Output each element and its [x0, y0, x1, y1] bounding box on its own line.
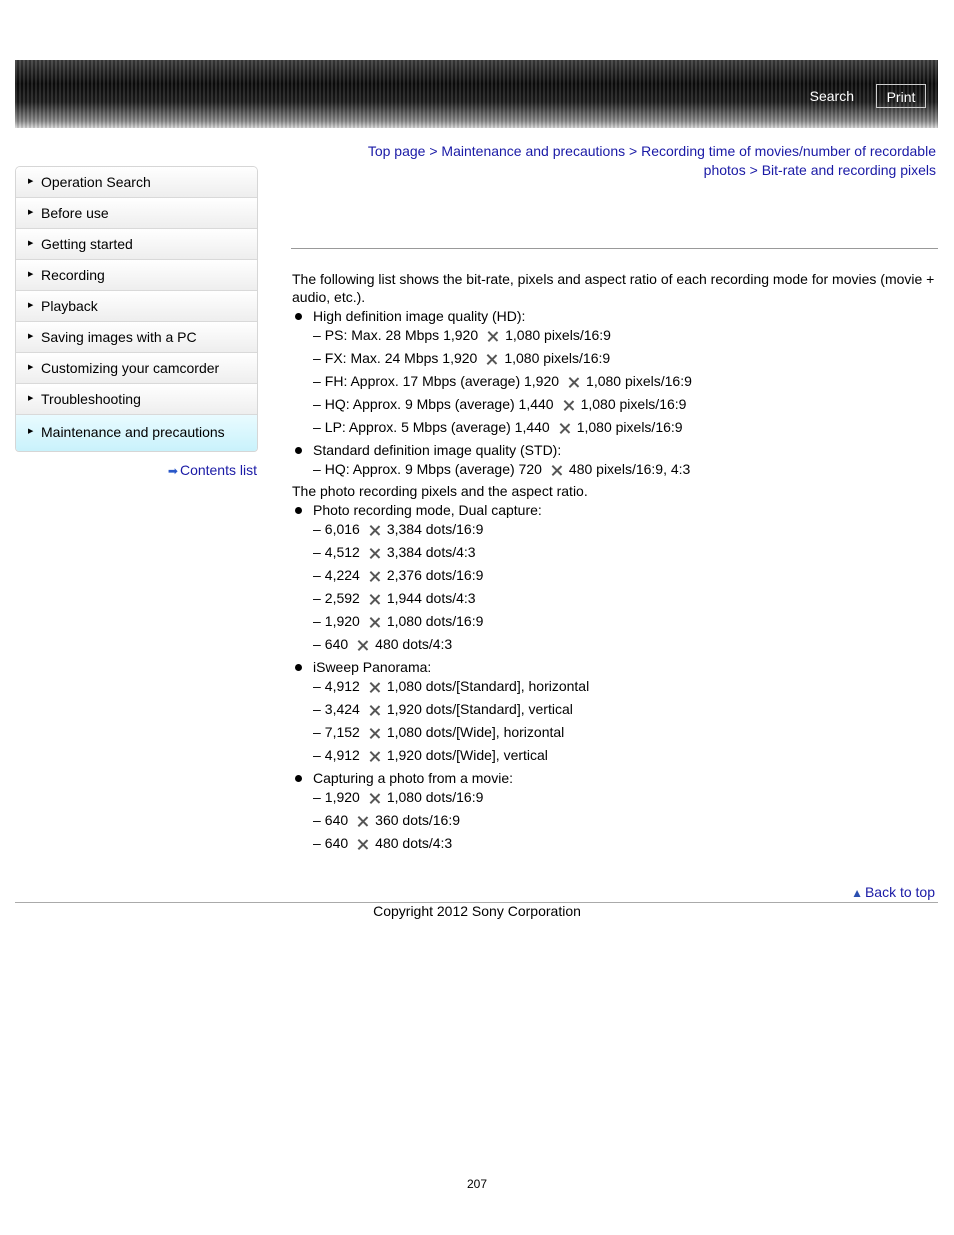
list-item: – FX: Max. 24 Mbps 1,920 1,080 pixels/16:9 — [313, 350, 611, 366]
arrow-right-icon: ➡ — [167, 464, 178, 478]
item-left: HQ: Approx. 9 Mbps (average) 720 — [324, 461, 542, 477]
list-item: – 640 480 dots/4:3 — [313, 636, 453, 652]
item-left: 640 — [324, 835, 349, 851]
search-link[interactable]: Search — [809, 88, 854, 104]
list-item — [292, 658, 938, 676]
sidebar-item-label: Customizing your camcorder — [41, 360, 220, 376]
breadcrumb — [330, 142, 936, 180]
contents-list-link[interactable] — [158, 462, 257, 478]
multiply-icon — [564, 400, 574, 410]
item-left: PS: Max. 28 Mbps 1,920 — [324, 327, 479, 343]
back-to-top-label: Back to top — [864, 884, 935, 900]
list-item: – 4,912 1,080 dots/[Standard], horizontal — [313, 678, 590, 694]
item-right: 1,080 pixels/16:9 — [580, 396, 687, 412]
photo-intro-text: The photo recording pixels and the aspect ratio. — [292, 483, 588, 499]
multiply-icon — [370, 705, 380, 715]
sub-list — [292, 459, 938, 482]
list-item: – 640 480 dots/4:3 — [313, 835, 453, 851]
sidebar-item-label: Recording — [41, 267, 105, 283]
back-to-top-link[interactable] — [851, 884, 935, 900]
item-left: 1,920 — [324, 789, 360, 805]
sidebar-item-label: Before use — [41, 205, 109, 221]
list-item — [292, 501, 938, 519]
triangle-right-icon: ▶ — [28, 395, 34, 402]
list-item: – HQ: Approx. 9 Mbps (average) 1,440 1,080 pixels/16:9 — [313, 396, 687, 412]
list-item: – FH: Approx. 17 Mbps (average) 1,920 1,080 pixels/16:9 — [313, 373, 692, 389]
multiply-icon — [358, 816, 368, 826]
breadcrumb-separator: > — [629, 143, 638, 159]
list-item — [292, 769, 938, 787]
sub-list — [292, 787, 938, 856]
multiply-icon — [370, 525, 380, 535]
item-right: 1,920 dots/[Wide], vertical — [386, 747, 548, 763]
list-item: – 4,512 3,384 dots/4:3 — [313, 544, 476, 560]
main-content — [292, 270, 938, 856]
item-right: 1,080 pixels/16:9 — [576, 419, 683, 435]
list-item: – PS: Max. 28 Mbps 1,920 1,080 pixels/16:9 — [313, 327, 611, 343]
section-title: iSweep Panorama: — [313, 659, 432, 675]
list-item — [292, 441, 938, 459]
sidebar-item-customizing[interactable] — [16, 353, 257, 384]
multiply-icon — [569, 377, 579, 387]
sidebar-item-troubleshooting[interactable] — [16, 384, 257, 415]
multiply-icon — [370, 751, 380, 761]
sub-list — [292, 676, 938, 768]
sidebar-item-label: Troubleshooting — [41, 391, 141, 407]
breadcrumb-current-page[interactable]: Bit-rate and recording pixels — [761, 162, 936, 178]
triangle-right-icon: ▶ — [28, 271, 34, 278]
list-item: – HQ: Approx. 9 Mbps (average) 720 480 pixels/16:9, 4:3 — [313, 461, 691, 477]
multiply-icon — [487, 354, 497, 364]
item-right: 1,080 pixels/16:9 — [586, 373, 692, 389]
list-item: – 6,016 3,384 dots/16:9 — [313, 521, 484, 537]
triangle-right-icon: ▶ — [28, 428, 34, 435]
list-item: – 4,912 1,920 dots/[Wide], vertical — [313, 747, 548, 763]
item-left: 6,016 — [324, 521, 360, 537]
sidebar-item-getting-started[interactable] — [16, 229, 257, 260]
sidebar-item-playback[interactable] — [16, 291, 257, 322]
multiply-icon — [488, 331, 498, 341]
item-left: LP: Approx. 5 Mbps (average) 1,440 — [324, 419, 550, 435]
sub-list — [292, 325, 938, 440]
item-right: 1,080 dots/16:9 — [386, 789, 484, 805]
list-item: – 2,592 1,944 dots/4:3 — [313, 590, 476, 606]
copyright: Copyright 2012 Sony Corporation — [373, 903, 581, 919]
bullet-icon — [295, 775, 302, 782]
list-item: – 7,152 1,080 dots/[Wide], horizontal — [313, 724, 565, 740]
item-left: 3,424 — [324, 701, 360, 717]
multiply-icon — [370, 571, 380, 581]
multiply-icon — [552, 465, 562, 475]
item-left: FX: Max. 24 Mbps 1,920 — [324, 350, 478, 366]
list-item: – 1,920 1,080 dots/16:9 — [313, 789, 484, 805]
multiply-icon — [370, 594, 380, 604]
item-left: 1,920 — [324, 613, 360, 629]
breadcrumb-separator: > — [429, 143, 438, 159]
multiply-icon — [370, 728, 380, 738]
sub-list — [292, 519, 938, 657]
multiply-icon — [370, 682, 380, 692]
sidebar-item-before-use[interactable] — [16, 198, 257, 229]
intro-text: The following list shows the bit-rate, pixels and aspect ratio of each recording mode for movies (movie + audio, etc.). — [292, 271, 935, 305]
section-title: Standard definition image quality (STD): — [313, 442, 562, 458]
sidebar-item-label: Operation Search — [41, 174, 151, 190]
item-right: 2,376 dots/16:9 — [386, 567, 484, 583]
print-button[interactable]: Print — [876, 84, 926, 108]
item-left: 4,912 — [324, 747, 360, 763]
section-title: High definition image quality (HD): — [313, 308, 526, 324]
triangle-right-icon: ▶ — [28, 302, 34, 309]
bullet-icon — [295, 313, 302, 320]
item-left: 4,224 — [324, 567, 360, 583]
item-left: FH: Approx. 17 Mbps (average) 1,920 — [324, 373, 560, 389]
item-right: 480 pixels/16:9, 4:3 — [568, 461, 691, 477]
sidebar-item-label: Maintenance and precautions — [41, 424, 225, 440]
item-left: HQ: Approx. 9 Mbps (average) 1,440 — [324, 396, 554, 412]
item-right: 360 dots/16:9 — [375, 812, 461, 828]
item-right: 1,920 dots/[Standard], vertical — [386, 701, 573, 717]
multiply-icon — [370, 617, 380, 627]
item-right: 1,080 pixels/16:9 — [504, 350, 611, 366]
list-item — [292, 307, 938, 325]
sidebar-item-recording[interactable] — [16, 260, 257, 291]
multiply-icon — [370, 548, 380, 558]
multiply-icon — [358, 839, 368, 849]
sidebar-item-saving-images[interactable] — [16, 322, 257, 353]
item-left: 7,152 — [324, 724, 360, 740]
breadcrumb-separator: > — [749, 162, 758, 178]
bullet-icon — [295, 447, 302, 454]
header-bar — [15, 60, 938, 128]
section-title: Capturing a photo from a movie: — [313, 770, 513, 786]
list-item: – 4,224 2,376 dots/16:9 — [313, 567, 484, 583]
multiply-icon — [560, 423, 570, 433]
item-right: 1,080 dots/16:9 — [386, 613, 484, 629]
bullet-icon — [295, 664, 302, 671]
title-divider — [291, 248, 938, 249]
sidebar-item-label: Getting started — [41, 236, 133, 252]
list-item: – 1,920 1,080 dots/16:9 — [313, 613, 484, 629]
sidebar-item-operation-search[interactable] — [16, 167, 257, 198]
item-right: 480 dots/4:3 — [375, 636, 453, 652]
triangle-right-icon: ▶ — [28, 333, 34, 340]
item-left: 4,512 — [324, 544, 360, 560]
item-right: 1,080 dots/[Wide], horizontal — [386, 724, 565, 740]
bullet-icon — [295, 507, 302, 514]
sidebar-item-label: Saving images with a PC — [41, 329, 197, 345]
item-left: 2,592 — [324, 590, 360, 606]
list-item: – LP: Approx. 5 Mbps (average) 1,440 1,080 pixels/16:9 — [313, 419, 683, 435]
breadcrumb-maintenance[interactable]: Maintenance and precautions — [441, 143, 626, 159]
triangle-right-icon: ▶ — [28, 209, 34, 216]
triangle-right-icon: ▶ — [28, 240, 34, 247]
item-right: 1,080 pixels/16:9 — [505, 327, 611, 343]
item-right: 480 dots/4:3 — [375, 835, 453, 851]
list-item: – 640 360 dots/16:9 — [313, 812, 461, 828]
triangle-right-icon: ▶ — [28, 178, 34, 185]
sidebar-item-label: Playback — [41, 298, 98, 314]
list-item: – 3,424 1,920 dots/[Standard], vertical — [313, 701, 573, 717]
item-right: 3,384 dots/4:3 — [386, 544, 476, 560]
contents-list-label: Contents list — [179, 462, 257, 478]
item-left: 4,912 — [324, 678, 360, 694]
breadcrumb-recording-time[interactable]: Recording time of movies/number of recordable photos — [641, 143, 936, 178]
item-right: 1,944 dots/4:3 — [386, 590, 476, 606]
sidebar-item-maintenance[interactable] — [16, 415, 257, 451]
breadcrumb-top-page[interactable]: Top page — [367, 143, 426, 159]
section-title: Photo recording mode, Dual capture: — [313, 502, 542, 518]
item-right: 3,384 dots/16:9 — [386, 521, 484, 537]
sidebar-nav — [15, 166, 258, 452]
multiply-icon — [370, 793, 380, 803]
triangle-right-icon: ▶ — [28, 364, 34, 371]
multiply-icon — [358, 640, 368, 650]
item-right: 1,080 dots/[Standard], horizontal — [386, 678, 590, 694]
page-number: 207 — [466, 1177, 488, 1191]
triangle-up-icon: ▲ — [851, 886, 863, 900]
item-left: 640 — [324, 636, 349, 652]
item-left: 640 — [324, 812, 349, 828]
